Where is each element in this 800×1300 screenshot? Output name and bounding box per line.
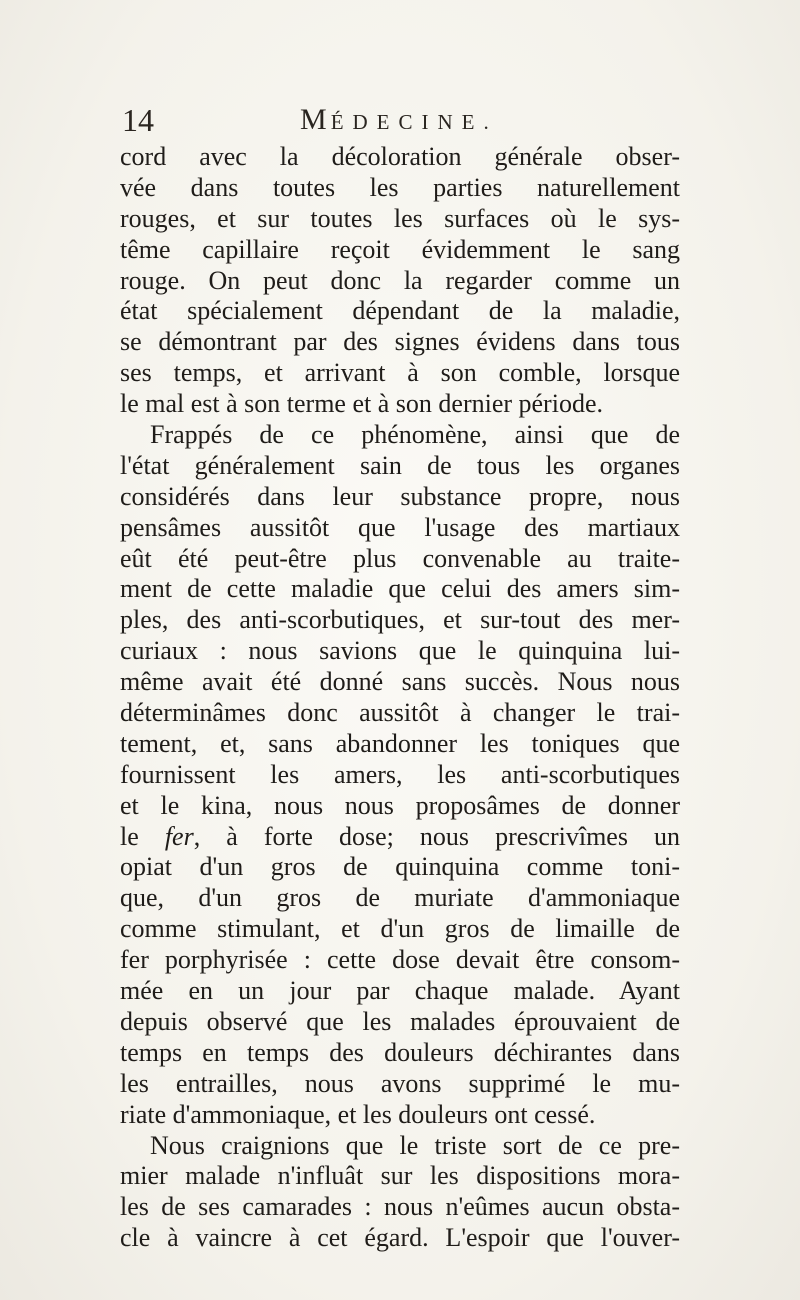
text-line-5: rouge. On peut donc la regarder comme un (120, 265, 680, 295)
text-line-31: les entrailles, nous avons supprimé le mu- (120, 1068, 680, 1098)
text-line-28: mée en un jour par chaque malade. Ayant (120, 976, 680, 1006)
text-line-22: et le kina, nous nous proposâmes de donner (120, 790, 680, 820)
page-header (122, 100, 682, 140)
text-line-7: se démontrant par des signes évidens dans tous (120, 327, 680, 357)
text-line-34: mier malade n'influât sur les dispositions mora- (120, 1161, 680, 1191)
text-line-8: ses temps, et arrivant à son comble, lorsque (120, 358, 680, 388)
text-line-16: ples, des anti-scorbutiques, et sur-tout des mer- (120, 605, 680, 635)
text-line-32: riate d'ammoniaque, et les douleurs ont cessé. (120, 1099, 596, 1129)
text-line-27: fer porphyrisée : cette dose devait être consom- (120, 945, 680, 975)
text-line-15: ment de cette maladie que celui des amers sim- (120, 574, 680, 604)
text-line-4: tême capillaire reçoit évidemment le sang (120, 234, 680, 264)
text-line-30: temps en temps des douleurs déchirantes dans (120, 1037, 680, 1067)
text-line-24: opiat d'un gros de quinquina comme toni- (120, 852, 680, 882)
text-line-6: état spécialement dépendant de la maladie, (120, 296, 680, 326)
text-line-13: pensâmes aussitôt que l'usage des martiaux (120, 512, 680, 542)
text-line-23: le fer, à forte dose; nous prescrivîmes un (120, 821, 680, 851)
body-text (120, 142, 680, 1254)
italic-word: fer (164, 821, 194, 851)
text-line-36: cle à vaincre à cet égard. L'espoir que l'ouver- (120, 1223, 680, 1253)
text-line-9: le mal est à son terme et à son dernier période. (120, 389, 603, 419)
text-line-11: l'état généralement sain de tous les organes (120, 450, 680, 480)
text-line-35: les de ses camarades : nous n'eûmes aucun obsta- (120, 1192, 680, 1222)
text-line-14: eût été peut-être plus convenable au traite- (120, 543, 680, 573)
text-line-1: cord avec la décoloration générale obser- (120, 142, 680, 171)
text-line-21: fournissent les amers, les anti-scorbutiques (120, 759, 680, 789)
text-line-2: vée dans toutes les parties naturellement (120, 172, 680, 202)
text-line-17: curiaux : nous savions que le quinquina lui- (120, 636, 680, 666)
text-line-33: Nous craignions que le triste sort de ce pre- (150, 1130, 680, 1160)
text-line-26: comme stimulant, et d'un gros de limaille de (120, 914, 680, 944)
text-line-3: rouges, et sur toutes les surfaces où le sys- (120, 203, 680, 233)
text-line-20: tement, et, sans abandonner les toniques que (120, 728, 680, 758)
running-title-rest: ÉDECINE. (330, 110, 498, 134)
text-line-19: déterminâmes donc aussitôt à changer le trai- (120, 698, 680, 728)
text-line-10: Frappés de ce phénomène, ainsi que de (150, 420, 680, 450)
running-title-initial: M (300, 103, 331, 136)
text-line-29: depuis observé que les malades éprouvaient de (120, 1006, 680, 1036)
text-line-12: considérés dans leur substance propre, nous (120, 481, 680, 511)
text-line-18: même avait été donné sans succès. Nous nous (120, 667, 680, 697)
running-title (300, 100, 498, 142)
text-line-25: que, d'un gros de muriate d'ammoniaque (120, 883, 680, 913)
page-number: 14 (122, 102, 154, 138)
